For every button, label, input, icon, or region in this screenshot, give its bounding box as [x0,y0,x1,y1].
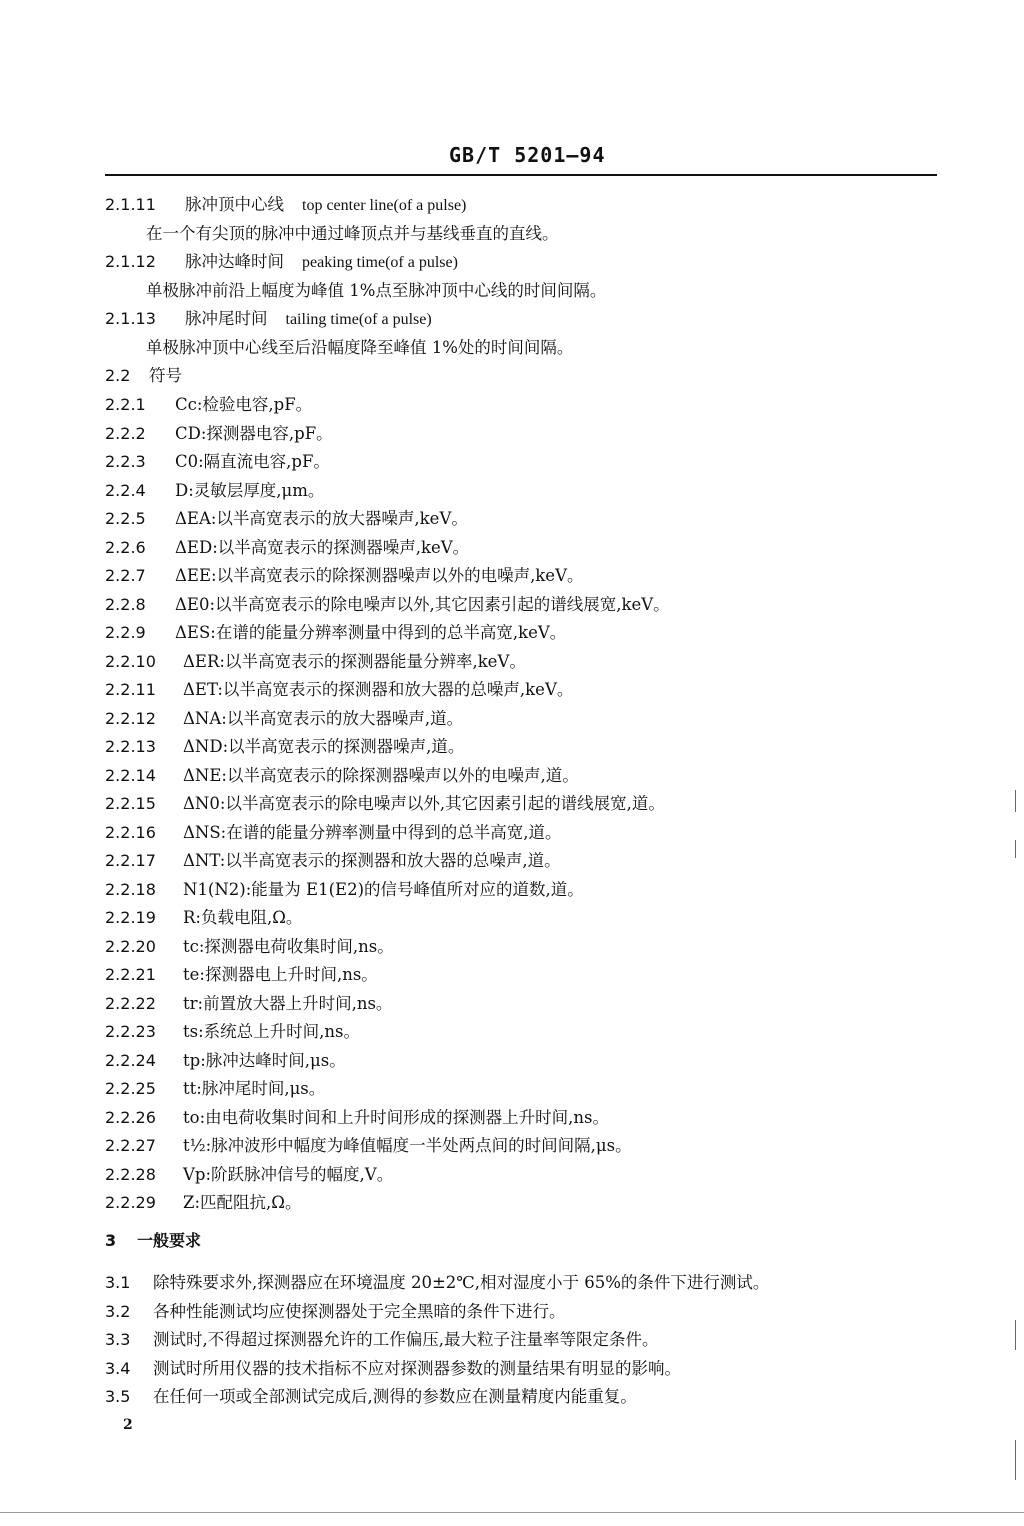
symbol-item [105,879,584,901]
symbol-item [105,936,394,958]
page-number: 2 [123,1417,133,1433]
symbol-definition: ΔET:以半高宽表示的探测器和放大器的总噪声,keV。 [183,680,574,699]
scan-mark [1015,1440,1016,1480]
symbol-item [105,423,333,445]
symbol-item [105,1135,632,1157]
symbol-number: 2.2.20 [105,936,156,956]
symbol-number: 2.2.4 [105,480,146,500]
scan-mark [1015,1320,1016,1350]
symbol-definition: ΔEA:以半高宽表示的放大器噪声,keV。 [175,509,468,528]
symbol-item [105,765,579,787]
page-edge [0,1512,1024,1513]
requirement-number: 3.2 [105,1301,131,1321]
symbol-number: 2.2.11 [105,680,156,699]
symbol-number: 2.2.14 [105,765,156,785]
symbol-number: 2.2.5 [105,509,146,528]
symbol-definition: ΔNS:在谱的能量分辨率测量中得到的总半高宽,道。 [183,822,562,842]
symbol-number: 2.2.27 [105,1136,156,1155]
symbol-number: 2.2.3 [105,452,146,471]
symbol-number: 2.2.2 [105,423,146,443]
requirement-item [105,1358,681,1380]
symbol-definition: ΔEE:以半高宽表示的除探测器噪声以外的电噪声,keV。 [175,566,584,585]
symbol-definition: ΔNA:以半高宽表示的放大器噪声,道。 [183,708,464,728]
term-english: tailing time(of a pulse) [285,311,432,328]
requirement-text: 除特殊要求外,探测器应在环境温度 20±2℃,相对湿度小于 65%的条件下进行测试。 [153,1273,770,1292]
symbol-item [105,1078,325,1100]
symbol-definition: R:负载电阻,Ω。 [183,908,303,927]
term-definition: 单极脉冲顶中心线至后沿幅度降至峰值 1%处的时间间隔。 [146,338,574,357]
symbol-number: 2.2.24 [105,1050,156,1070]
symbol-definition: ΔNE:以半高宽表示的除探测器噪声以外的电噪声,道。 [183,765,579,785]
requirement-text: 测试时,不得超过探测器允许的工作偏压,最大粒子注量率等限定条件。 [153,1330,659,1349]
symbol-definition: ΔER:以半高宽表示的探测器能量分辨率,keV。 [183,651,526,671]
symbol-item [105,508,468,530]
symbol-item [105,679,573,701]
term-number: 2.1.12 [105,252,156,271]
symbol-item [105,451,330,473]
symbol-number: 2.2.28 [105,1164,156,1184]
term-heading [105,308,432,331]
requirement-item [105,1301,566,1323]
symbol-item [105,964,378,986]
symbol-number: 2.2.16 [105,822,156,842]
symbol-definition: to:由电荷收集时间和上升时间形成的探测器上升时间,ns。 [183,1107,609,1127]
symbol-number: 2.2.23 [105,1022,156,1041]
symbol-item [105,822,561,844]
section-title: 一般要求 [137,1231,202,1250]
symbol-number: 2.2.26 [105,1107,156,1127]
standard-code: GB/T 5201—94 [449,143,606,167]
symbol-item [105,651,526,673]
symbol-item [105,622,566,644]
term-number: 2.1.13 [105,309,156,328]
symbol-definition: ΔND:以半高宽表示的探测器噪声,道。 [183,737,465,756]
symbol-number: 2.2.6 [105,537,146,557]
symbol-number: 2.2.13 [105,737,156,756]
requirement-number: 3.1 [105,1273,131,1292]
symbol-definition: tp:脉冲达峰时间,μs。 [183,1050,346,1070]
symbol-definition: tr:前置放大器上升时间,ns。 [183,993,393,1013]
term-definition: 在一个有尖顶的脉冲中通过峰顶点并与基线垂直的直线。 [146,224,559,243]
symbol-number: 2.2.9 [105,623,146,642]
symbol-item [105,565,584,587]
symbol-number: 2.2.18 [105,879,156,899]
symbol-number: 2.2.17 [105,851,156,870]
symbol-definition: ΔE0:以半高宽表示的除电噪声以外,其它因素引起的谱线展宽,keV。 [175,594,670,614]
symbol-definition: ΔNT:以半高宽表示的探测器和放大器的总噪声,道。 [183,851,561,870]
symbol-item [105,793,665,815]
requirement-text: 各种性能测试均应使探测器处于完全黑暗的条件下进行。 [153,1301,566,1321]
symbol-number: 2.2.22 [105,993,156,1013]
symbol-definition: tt:脉冲尾时间,μs。 [183,1079,326,1098]
symbol-definition: D:灵敏层厚度,μm。 [175,480,325,500]
symbol-item [105,537,469,559]
requirement-text: 测试时所用仪器的技术指标不应对探测器参数的测量结果有明显的影响。 [153,1358,681,1378]
symbol-number: 2.2.29 [105,1193,156,1212]
symbol-definition: ΔES:在谱的能量分辨率测量中得到的总半高宽,keV。 [175,623,567,642]
symbol-number: 2.2.19 [105,908,156,927]
requirement-number: 3.3 [105,1330,131,1349]
symbol-item [105,1164,393,1186]
term-english: top center line(of a pulse) [302,197,467,214]
symbol-item [105,708,463,730]
symbol-item [105,1050,346,1072]
symbol-number: 2.2.8 [105,594,146,614]
symbol-item [105,594,670,616]
symbol-item [105,394,312,416]
symbol-definition: Vp:阶跃脉冲信号的幅度,V。 [183,1164,394,1184]
requirement-number: 3.5 [105,1387,131,1406]
term-english: peaking time(of a pulse) [302,254,458,271]
symbol-item [105,480,324,502]
symbol-definition: CD:探测器电容,pF。 [175,423,333,443]
section-number: 3 [105,1231,117,1250]
section-number: 2.2 [105,366,131,385]
symbol-number: 2.2.15 [105,794,156,813]
symbol-number: 2.2.12 [105,708,156,728]
term-heading [105,194,466,217]
symbol-item [105,1021,360,1043]
term-name: 脉冲尾时间 [185,309,268,328]
symbol-number: 2.2.25 [105,1079,156,1098]
term-number: 2.1.11 [105,195,156,214]
requirement-item [105,1386,637,1408]
header-rule [105,174,937,176]
term-name: 脉冲达峰时间 [185,252,284,271]
symbol-item [105,1107,609,1129]
requirement-text: 在任何一项或全部测试完成后,测得的参数应在测量精度内能重复。 [153,1387,637,1406]
symbol-definition: Z:匹配阻抗,Ω。 [183,1193,302,1212]
term-definition: 单极脉冲前沿上幅度为峰值 1%点至脉冲顶中心线的时间间隔。 [146,281,607,300]
symbol-definition: ΔN0:以半高宽表示的除电噪声以外,其它因素引起的谱线展宽,道。 [183,794,665,813]
symbol-definition: ΔED:以半高宽表示的探测器噪声,keV。 [175,537,470,557]
requirement-number: 3.4 [105,1358,131,1378]
scan-mark [1015,790,1016,812]
symbol-definition: te:探测器电上升时间,ns。 [183,965,378,984]
scan-mark [1015,840,1016,858]
symbol-item [105,907,302,929]
symbol-number: 2.2.1 [105,395,146,414]
requirement-item [105,1272,769,1294]
symbol-definition: t½:脉冲波形中幅度为峰值幅度一半处两点间的时间间隔,μs。 [183,1136,632,1155]
symbol-definition: N1(N2):能量为 E1(E2)的信号峰值所对应的道数,道。 [183,879,584,899]
symbol-definition: Cc:检验电容,pF。 [175,395,313,414]
symbol-item [105,993,392,1015]
symbol-item [105,850,561,872]
section-heading [105,1230,201,1252]
symbol-item [105,1192,301,1214]
symbol-number: 2.2.7 [105,566,146,585]
symbol-number: 2.2.21 [105,965,156,984]
section-heading [105,365,182,387]
term-heading [105,251,458,274]
term-name: 脉冲顶中心线 [185,195,284,214]
symbol-definition: C0:隔直流电容,pF。 [175,452,330,471]
section-title: 符号 [149,366,182,385]
symbol-definition: tc:探测器电荷收集时间,ns。 [183,936,394,956]
symbol-item [105,736,464,758]
symbol-definition: ts:系统总上升时间,ns。 [183,1022,360,1041]
symbol-number: 2.2.10 [105,651,156,671]
requirement-item [105,1329,659,1351]
